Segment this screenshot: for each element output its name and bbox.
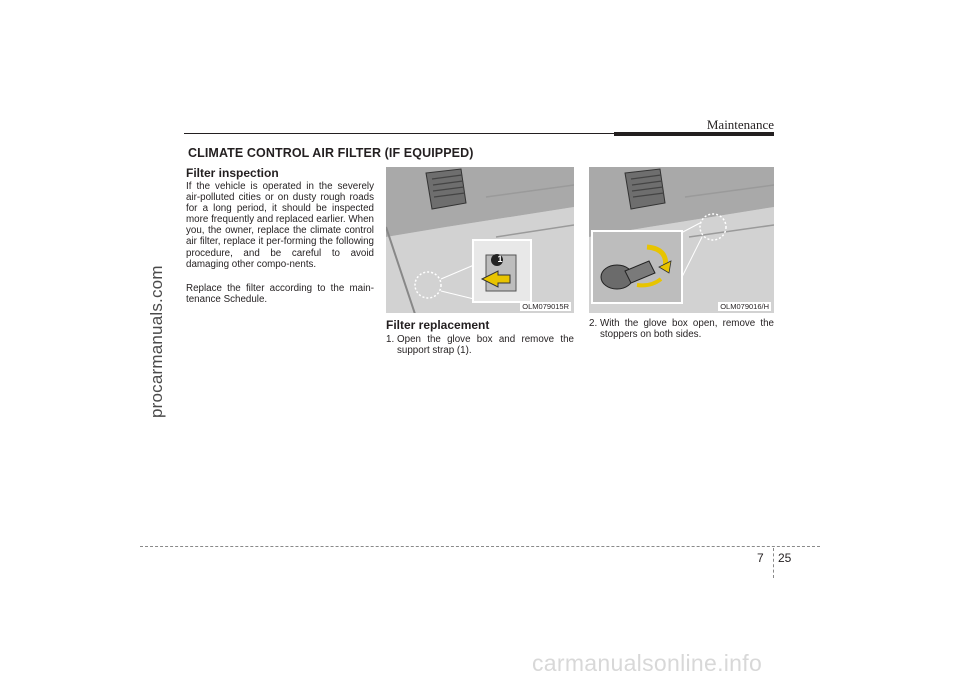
header-title: Maintenance [706,117,774,132]
figure-1-illustration [386,167,574,313]
step-1-text: Open the glove box and remove the support strap (1). [397,334,574,357]
page-number: 25 [778,551,792,565]
inspection-paragraph-1: If the vehicle is operated in the severely air-polluted cities or on dusty rough roads for a long period, it should be inspected more frequently and replaced earlier. When you, the owner, replace the climate control air filter, replace it per-forming the following procedure, and be careful to avoid damaging other compo-nents. [186,181,374,270]
figure-2-code: OLM079016/H [720,302,769,311]
section-title: CLIMATE CONTROL AIR FILTER (IF EQUIPPED) [188,146,474,160]
side-watermark: procarmanuals.com [147,265,166,418]
step-2-text: With the glove box open, remove the stoppers on both sides. [600,318,774,341]
step-1-number: 1. [386,334,395,345]
replacement-step-1 [386,334,574,356]
callout-1: 1 [497,254,503,264]
replacement-step-2 [589,318,774,340]
filter-replacement-heading: Filter replacement [386,318,490,332]
page-number-separator [773,548,774,578]
inspection-paragraph-2: Replace the filter according to the main-tenance Schedule. [186,283,374,306]
step-2-number: 2. [589,318,598,329]
header-bar [614,132,774,136]
figure-2-illustration [589,167,774,313]
figure-glove-box-strap [386,167,574,313]
filter-inspection-heading: Filter inspection [186,166,279,180]
footer-rule [140,546,820,547]
figure-glove-box-stoppers [589,167,774,313]
bottom-watermark: carmanualsonline.info [532,650,763,676]
chapter-number: 7 [757,551,764,565]
figure-1-code: OLM079015R [522,302,569,311]
